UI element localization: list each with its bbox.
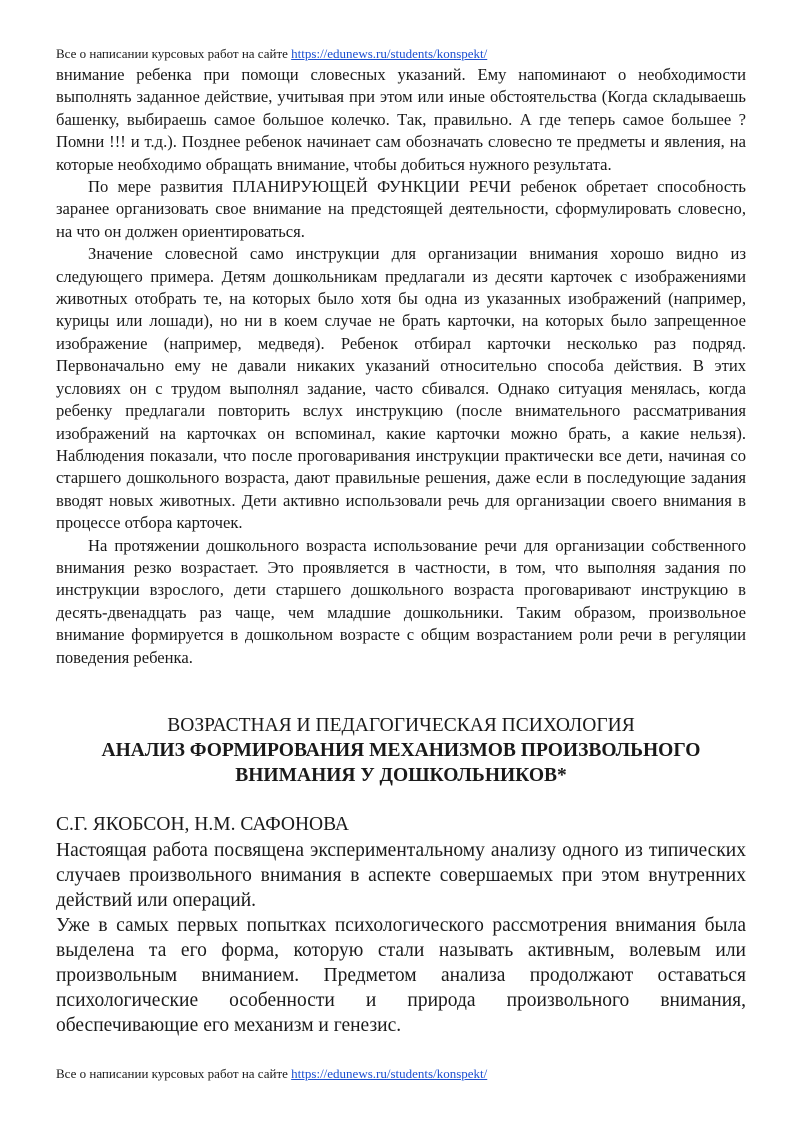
footer-link[interactable]: https://edunews.ru/students/konspekt/ [291, 1066, 488, 1081]
page-footer [56, 1066, 487, 1082]
paragraph: внимание ребенка при помощи словесных указаний. Ему напоминают о необходимости выполнять заданное действие, учитывая при этом или иные обстоятельства (Когда складываешь башенку, выбираешь самое большое колечко. Так, правильно. А где теперь самое большее ? Помни !!! и т.д.). Позднее ребенок начинает сам обозначать словесно те предметы и явления, на которые необходимо обращать внимание, чтобы добиться нужного результата. [56, 65, 746, 174]
page-header [56, 46, 487, 62]
paragraph: На протяжении дошкольного возраста использование речи для организации собственного внимания резко возрастает. Это проявляется в частности, в том, что выполняя задания по инструкции взрослого, дети старшего дошкольного возраста проговаривают инструкцию в десять-двенадцать раз чаще, чем младшие дошкольники. Таким образом, произвольное внимание формируется в дошкольном возрасте с общим возрастанием роли речи в регуляции поведения ребенка. [56, 535, 746, 667]
paragraph: По мере развития ПЛАНИРУЮЩЕЙ ФУНКЦИИ РЕЧИ ребенок обретает способность заранее организовать свое внимание на предстоящей деятельности, сформулировать словесно, на что он должен ориентироваться. [56, 177, 746, 241]
paragraph: Настоящая работа посвящена экспериментальному анализу одного из типических случаев произвольного внимания в аспекте совершаемых при этом внутренних действий или операций. [56, 840, 746, 911]
section-kicker: ВОЗРАСТНАЯ И ПЕДАГОГИЧЕСКАЯ ПСИХОЛОГИЯ [167, 715, 635, 736]
article-authors: С.Г. ЯКОБСОН, Н.М. САФОНОВА [56, 814, 349, 835]
header-link[interactable]: https://edunews.ru/students/konspekt/ [291, 46, 488, 61]
article-text [56, 838, 746, 1038]
article-title-line: ВНИМАНИЯ У ДОШКОЛЬНИКОВ* [235, 765, 567, 786]
footer-text: Все о написании курсовых работ на сайте [56, 1066, 292, 1081]
article-title [56, 738, 746, 788]
article-title-line: АНАЛИЗ ФОРМИРОВАНИЯ МЕХАНИЗМОВ ПРОИЗВОЛЬНОГО [101, 740, 701, 761]
main-text [56, 64, 746, 669]
paragraph: Уже в самых первых попытках психологического рассмотрения внимания была выделена та его форма, которую стали называть активным, волевым или произвольным вниманием. Предметом анализа продолжают оставаться психологические особенности и природа произвольного внимания, обеспечивающие его механизм и генезис. [56, 915, 746, 1036]
paragraph: Значение словесной само инструкции для организации внимания хорошо видно из следующего примера. Детям дошкольникам предлагали из десяти карточек с изображениями животных отобрать те, на которых было хотя бы одна из указанных изображений (например, курицы или лошади), но ни в коем случае не брать карточки, на которых было запрещенное изображение (например, медведя). Ребенок отбирал карточки несколько раз подряд. Первоначально ему не давали никаких указаний относительно способа действия. В этих условиях он с трудом выполнял задание, часто сбивался. Однако ситуация менялась, когда ребенку предлагали повторить вслух инструкцию (после внимательного рассматривания изображений на карточках он вспоминал, какие карточки можно брать, а какие нельзя). Наблюдения показали, что после проговаривания инструкции практически все дети, начиная со старшего дошкольного возраста, дают правильные решения, даже если в последующие задания вводят новых животных. Дети активно использовали речь для организации своего внимания в процессе отбора карточек. [56, 244, 746, 533]
header-text: Все о написании курсовых работ на сайте [56, 46, 292, 61]
